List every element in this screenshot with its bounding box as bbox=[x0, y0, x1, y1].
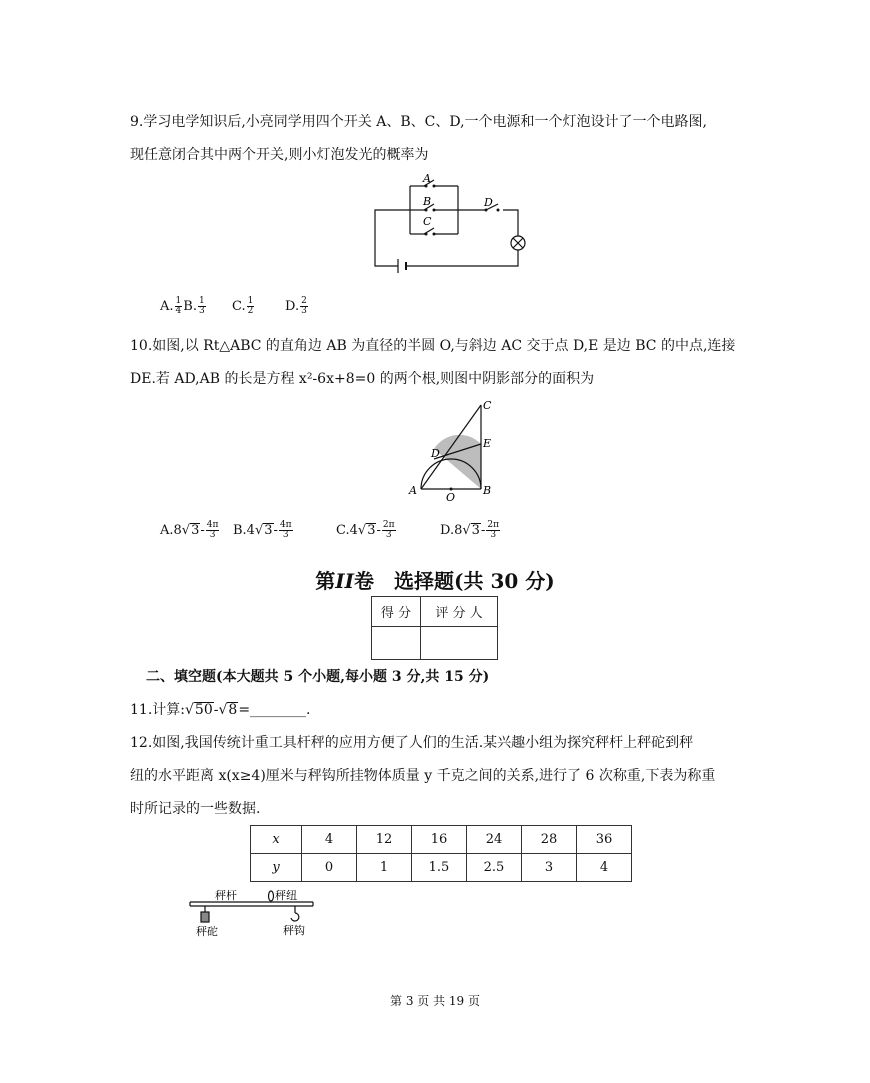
label-e: E bbox=[483, 437, 492, 450]
q9-option-c: C. $\frac{1}{2}$ bbox=[232, 296, 254, 316]
label-o: O bbox=[446, 491, 456, 504]
label-c: C bbox=[483, 399, 492, 412]
q10-option-d: D.8√3- $\frac{2\pi}{3}$ bbox=[440, 520, 500, 540]
q12-line3: 时所记录的一些数据. bbox=[130, 801, 261, 817]
part2-heading: 二、填空题(本大题共 5 个小题,每小题 3 分,共 15 分) bbox=[146, 669, 490, 685]
q11-line: 11.计算:√50-√8=________. bbox=[130, 702, 311, 718]
section-title: 第II卷 选择题(共 30 分) bbox=[315, 569, 555, 593]
label-c: C bbox=[423, 215, 432, 228]
label-d: D bbox=[484, 196, 493, 209]
q9-option-b: B. bbox=[183, 299, 197, 314]
steelyard-diagram bbox=[185, 884, 320, 939]
label-d: D bbox=[431, 447, 440, 460]
label-gan: 秤杆 bbox=[215, 889, 237, 902]
label-a: A bbox=[409, 484, 417, 497]
q10-option-a: A.8√3- $\frac{4\pi}{3}$ bbox=[160, 520, 219, 540]
q12-line1: 12.如图,我国传统计重工具杆秤的应用方便了人们的生活.某兴趣小组为探究秤杆上秤砣到秤 bbox=[130, 735, 694, 751]
table-row: y 0 1 1.5 2.5 3 4 bbox=[251, 854, 632, 882]
score-box bbox=[371, 596, 498, 660]
data-table bbox=[250, 825, 632, 882]
x-header: x bbox=[251, 826, 302, 854]
q10-option-c: C.4√3- $\frac{2\pi}{3}$ bbox=[336, 520, 395, 540]
label-tuo: 秤砣 bbox=[196, 925, 218, 938]
q10-line2: DE.若 AD,AB 的长是方程 x²-6x+8=0 的两个根,则图中阴影部分的面积为 bbox=[130, 371, 595, 387]
q9-line2: 现任意闭合其中两个开关,则小灯泡发光的概率为 bbox=[130, 147, 429, 163]
score-cell[interactable] bbox=[372, 627, 421, 660]
label-a: A bbox=[423, 172, 431, 185]
label-b: B bbox=[483, 484, 492, 497]
page-footer: 第 3 页 共 19 页 bbox=[390, 994, 480, 1008]
q9-line1: 9.学习电学知识后,小亮同学用四个开关 A、B、C、D,一个电源和一个灯泡设计了一个电路图, bbox=[130, 114, 707, 130]
table-row: x 4 12 16 24 28 36 bbox=[251, 826, 632, 854]
label-b: B bbox=[423, 195, 432, 208]
circuit-diagram bbox=[360, 172, 535, 274]
score-header: 得 分 bbox=[372, 597, 421, 627]
grader-header: 评 分 人 bbox=[421, 597, 498, 627]
q9-option-a: A. $\frac{1}{4}$ B. $\frac{1}{3}$ bbox=[160, 296, 205, 316]
semicircle-diagram bbox=[405, 395, 505, 505]
q10-option-b: B.4√3- $\frac{4\pi}{3}$ bbox=[233, 520, 292, 540]
label-gou: 秤钩 bbox=[283, 924, 305, 937]
q10-line1: 10.如图,以 Rt△ABC 的直角边 AB 为直径的半圆 O,与斜边 AC 交于点 D,E 是边 BC 的中点,连接 bbox=[130, 338, 736, 354]
label-niu: 秤纽 bbox=[275, 889, 297, 902]
q12-line2: 纽的水平距离 x(x≥4)厘米与秤钩所挂物体质量 y 千克之间的关系,进行了 6 次称重,下表为称重 bbox=[130, 768, 716, 784]
q9-option-d: D. $\frac{2}{3}$ bbox=[285, 296, 307, 316]
grader-cell[interactable] bbox=[421, 627, 498, 660]
y-header: y bbox=[251, 854, 302, 882]
